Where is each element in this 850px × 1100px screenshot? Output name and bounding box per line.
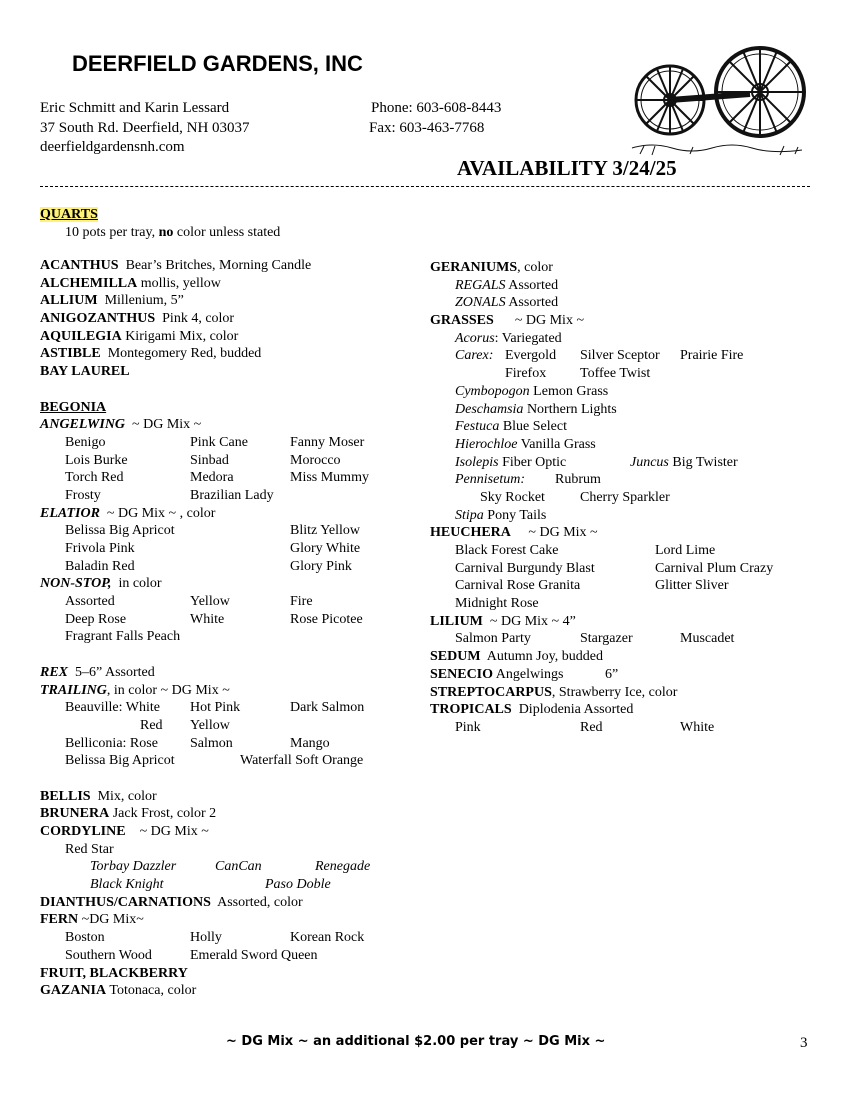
list-item: CORDYLINE ~ DG Mix ~ [40,824,209,839]
company-name: DEERFIELD GARDENS, INC [72,51,363,76]
list-item: REX 5–6” Assorted [40,664,155,680]
availability-date: AVAILABILITY 3/24/25 [457,156,677,180]
list-item: FERN ~DG Mix~ [40,912,144,928]
list-item: NON-STOP, in color [40,576,162,592]
list-item: ANIGOZANTHUS Pink 4, color [40,311,235,327]
list-item: ELATIOR ~ DG Mix ~ , color [40,505,216,521]
list-item: DIANTHUS/CARNATIONS Assorted, color [40,894,303,910]
list-item: GERANIUMS, color [430,260,553,275]
list-item: ACANTHUS Bear’s Britches, Morning Candle [40,258,312,273]
list-item: ASTIBLE Montegomery Red, budded [40,346,262,362]
page-number: 3 [800,1035,808,1051]
address: 37 South Rd. Deerfield, NH 03037 [40,120,250,136]
list-item: ALCHEMILLA mollis, yellow [40,275,221,291]
footer-note: ~ DG Mix ~ an additional $2.00 per tray ~ DG Mix ~ [226,1034,606,1049]
list-item: HEUCHERA ~ DG Mix ~ [430,525,598,541]
left-column: ACANTHUS Bear’s Britches, Morning Candle ALCHEMILLA mollis, yellow ALLIUM Millenium, 5” ANIGOZANTHUS Pink 4, color AQUILEGIA Kirigami Mix, color ASTIBLE Montegomery Red, budded BAY LAUREL BEGONIA ANGELWING ~ DG Mix ~ Benigo Pink Cane Fanny Moser Lois Burke Sinbad Morocco Torch Red Medora Miss Mummy Frosty Brazilian Lady ELATIOR ~ DG Mix ~ , color Belissa Big Apricot Blitz Yellow Frivola Pink Glory White Baladin Red Glory Pink NON-STOP, in color Assorted Yellow Fire Deep Rose White Rose Picotee Fragrant Falls Peach REX 5–6” Assorted TRAILING, in color ~ DG Mix ~ Beauville: White Hot Pink Dark Salmon Red Yellow Belliconia: Rose Salmon Mango Belissa Big Apricot Waterfall Soft Orange BELLIS Mix, color BRUNERA Jack Frost, color 2 CORDYLINE ~ DG Mix ~ Red Star Torbay Dazzler CanCan Renegade Black Knight Paso Doble DIANTHUS/CARNATIONS Assorted, color FERN ~DG Mix~ Boston Holly Korean Rock Southern Wood Emerald Sword Queen FRUIT, BLACKBERRY GAZANIA Totonaca, color [40,257,400,1000]
website: deerfieldgardensnh.com [40,139,185,155]
list-item: ANGELWING ~ DG Mix ~ [40,417,202,433]
phone: Phone: 603-608-8443 [371,100,502,116]
list-item: ALLIUM Millenium, 5” [40,293,184,309]
divider [40,186,810,187]
list-item: AQUILEGIA Kirigami Mix, color [40,328,239,344]
list-item: GRASSES ~ DG Mix ~ [430,313,585,329]
list-item: SENECIO Angelwings 6” [430,666,619,682]
list-item: TRAILING, in color ~ DG Mix ~ [40,682,230,698]
quarts-note: 10 pots per tray, no color unless stated [65,225,281,240]
section-heading-begonia: BEGONIA [40,399,107,415]
right-column: GERANIUMS, color REGALS Assorted ZONALS Assorted GRASSES ~ DG Mix ~ Acorus: Variegated Carex: Evergold Silver Sceptor Prairie Fire Firefox Toffee Twist Cymbopogon Lemon Grass Deschamsia Northern Lights Festuca Blue Select Hierochloe Vanilla Grass Isolepis Fiber Optic Juncus Big Twister Pennisetum: Rubrum Sky Rocket Cherry Sparkler Stipa Pony Tails HEUCHERA ~ DG Mix ~ Black Forest Cake Lord Lime Carnival Burgundy Blast Carnival Plum Crazy Carnival Rose Granita Glitter Sliver Midnight Rose LILIUM ~ DG Mix ~ 4” Salmon Party Stargazer Muscadet SEDUM Autumn Joy, budded SENECIO Angelwings 6” STREPTOCARPUS, Strawberry Ice, color TROPICALS Diplodenia Assorted Pink Red White [430,259,820,737]
wagon-wheels-icon [630,36,810,165]
list-item: BELLIS Mix, color [40,788,157,804]
list-item: LILIUM ~ DG Mix ~ 4” [430,613,576,629]
list-item: SEDUM Autumn Joy, budded [430,649,603,665]
fax: Fax: 603-463-7768 [369,120,485,136]
list-item: GAZANIA Totonaca, color [40,983,197,999]
list-item: BRUNERA Jack Frost, color 2 [40,806,217,822]
section-heading-quarts: QUARTS [40,207,98,222]
owners: Eric Schmitt and Karin Lessard [40,100,230,116]
list-item: TROPICALS Diplodenia Assorted [430,702,634,718]
list-item: FRUIT, BLACKBERRY [40,965,188,981]
list-item: STREPTOCARPUS, Strawberry Ice, color [430,684,678,700]
list-item: BAY LAUREL [40,364,130,380]
